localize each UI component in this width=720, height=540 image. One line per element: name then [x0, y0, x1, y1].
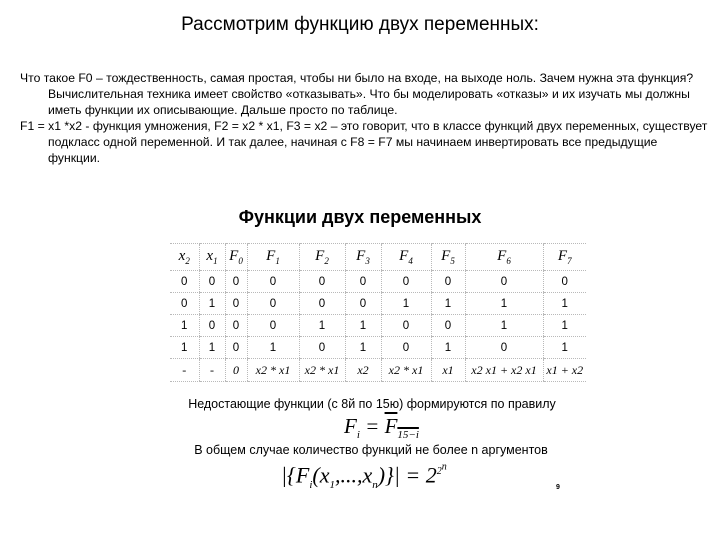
- table-formula-cell: x2 * x1: [381, 359, 431, 382]
- table-cell: 0: [299, 293, 345, 315]
- table-cell: 1: [299, 315, 345, 337]
- table-header-cell: $F_7$: [543, 244, 586, 271]
- table-formula-cell: -: [170, 359, 199, 382]
- table-cell: 0: [247, 293, 299, 315]
- table-cell: 0: [543, 271, 586, 293]
- table-body: [170, 271, 586, 382]
- table-header-cell: $F_2$: [299, 244, 345, 271]
- table-header-cell: $F_4$: [381, 244, 431, 271]
- table-cell: 0: [465, 271, 543, 293]
- table-cell: 0: [299, 337, 345, 359]
- table-cell: 0: [225, 337, 247, 359]
- table-formula-cell: 0: [225, 359, 247, 382]
- table-cell: 0: [345, 293, 381, 315]
- table-row: [170, 271, 586, 293]
- table-row: [170, 293, 586, 315]
- table-cell: 0: [381, 271, 431, 293]
- table-cell: 1: [247, 337, 299, 359]
- table-formula-cell: x2 * x1: [299, 359, 345, 382]
- intro-paragraph-2: F1 = x1 *x2 - функция умножения, F2 = x2 * x1, F3 = x2 – это говорит, что в классе функций двух переменных, существует подкласс одной переменной. И так далее, начиная с F8 = F7 мы начинаем инвертировать все предыдущие функции.: [20, 119, 708, 165]
- table-formula-cell: -: [199, 359, 225, 382]
- intro-text: [20, 70, 710, 166]
- table-header-cell: $F_5$: [431, 244, 465, 271]
- truth-table: [170, 243, 586, 382]
- table-header-row: [170, 244, 586, 271]
- table-cell: 1: [199, 337, 225, 359]
- table-formula-cell: x1 + x2: [543, 359, 586, 382]
- table-cell: 1: [543, 293, 586, 315]
- slide-title: Рассмотрим функцию двух переменных:: [181, 14, 539, 35]
- table-cell: 1: [543, 337, 586, 359]
- rule-formula: $F_i = F_{15-i}$: [344, 414, 419, 442]
- table-cell: 0: [247, 271, 299, 293]
- table-cell: 0: [170, 271, 199, 293]
- table-cell: 0: [465, 337, 543, 359]
- table-cell: 0: [225, 271, 247, 293]
- table-cell: 0: [199, 271, 225, 293]
- table-cell: 1: [543, 315, 586, 337]
- table-cell: 0: [247, 315, 299, 337]
- table-cell: 0: [170, 293, 199, 315]
- table-header-cell: $F_1$: [247, 244, 299, 271]
- page-number: 9: [556, 484, 560, 491]
- table-cell: 0: [381, 337, 431, 359]
- table-header-cell: $F_6$: [465, 244, 543, 271]
- table-header-cell: $x_1$: [199, 244, 225, 271]
- table-cell: 1: [345, 337, 381, 359]
- table-cell: 1: [465, 315, 543, 337]
- general-formula: $|\{F_i(x_1,...,x_n)\}| = 2^{2^n}$: [281, 462, 447, 492]
- general-case-text: В общем случае количество функций не более n аргументов: [194, 443, 548, 457]
- table-cell: 0: [345, 271, 381, 293]
- table-header-cell: $F_0$: [225, 244, 247, 271]
- table-cell: 1: [381, 293, 431, 315]
- rule-text: Недостающие функции (с 8й по 15ю) формируются по правилу: [188, 397, 556, 411]
- table-formula-row: [170, 359, 586, 382]
- table-cell: 0: [381, 315, 431, 337]
- table-row: [170, 337, 586, 359]
- table-cell: 1: [465, 293, 543, 315]
- table-formula-cell: x2 x1 + x2 x1: [465, 359, 543, 382]
- table-cell: 0: [431, 271, 465, 293]
- table-cell: 0: [225, 315, 247, 337]
- table-cell: 1: [199, 293, 225, 315]
- intro-paragraph-1: Что такое F0 – тождественность, самая простая, чтобы ни было на входе, на выходе ноль. Зачем нужна эта функция? Вычислительная техника имеет свойство «отказывать». Что бы моделировать «отказы» и их изучать мы должны иметь функции их описывающие. Дальше просто по таблице.: [20, 71, 694, 117]
- table-cell: 1: [170, 337, 199, 359]
- table-row: [170, 315, 586, 337]
- table-cell: 0: [199, 315, 225, 337]
- table-formula-cell: x1: [431, 359, 465, 382]
- table-cell: 1: [345, 315, 381, 337]
- table-cell: 0: [225, 293, 247, 315]
- table-header-cell: $x_2$: [170, 244, 199, 271]
- section-title: Функции двух переменных: [238, 207, 482, 227]
- table-formula-cell: x2: [345, 359, 381, 382]
- table-cell: 1: [170, 315, 199, 337]
- table-cell: 0: [431, 315, 465, 337]
- table-cell: 1: [431, 337, 465, 359]
- table-cell: 0: [299, 271, 345, 293]
- table-cell: 1: [431, 293, 465, 315]
- table-header-cell: $F_3$: [345, 244, 381, 271]
- table-formula-cell: x2 * x1: [247, 359, 299, 382]
